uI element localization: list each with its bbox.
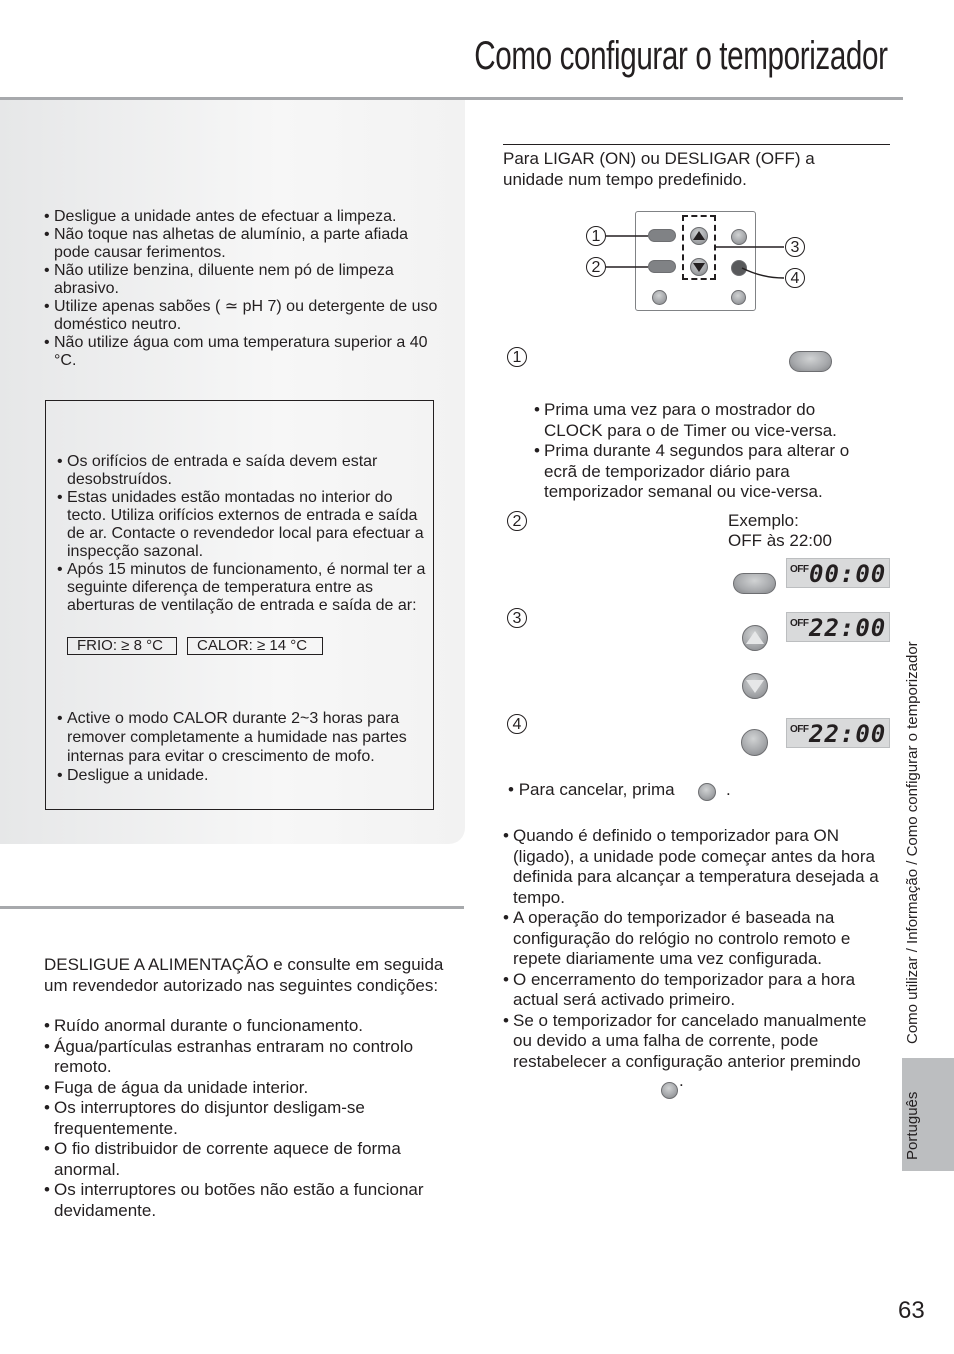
example-value: OFF às 22:00: [728, 531, 832, 550]
list-item: • Os interruptores do disjuntor desligam-se frequentemente.: [44, 1098, 459, 1139]
notes-end: .: [679, 1071, 684, 1090]
list-item: • Prima durante 4 segundos para alterar o ecrã de temporizador diário para temporizador semanal ou vice-versa.: [534, 441, 874, 503]
step-number: 3: [507, 608, 527, 628]
section-divider: [0, 906, 464, 909]
cancel-button-icon: [698, 783, 716, 801]
heat-temp-chip: CALOR: ≥ 14 °C: [187, 637, 323, 655]
restore-button-icon: [661, 1082, 678, 1099]
list-item: • Ruído anormal durante o funcionamento.: [44, 1016, 459, 1037]
cool-temp-chip: FRIO: ≥ 8 °C: [67, 637, 177, 655]
list-item: • Água/partículas estranhas entraram no controlo remoto.: [44, 1037, 459, 1078]
confirm-button-icon: [741, 729, 768, 756]
lcd-time: 00:00: [809, 560, 887, 588]
list-item: [503, 1011, 883, 1073]
list-item: • Quando é definido o temporizador para ON (ligado), a unidade pode começar antes da hora definida para alcançar a temperatura desejada a tempo.: [503, 826, 883, 908]
remote-diagram: [582, 205, 812, 315]
list-item: • Não toque nas alhetas de alumínio, a parte afiada pode causar ferimentos.: [44, 226, 444, 262]
drying-list: [57, 709, 427, 785]
lcd-display: [786, 558, 890, 588]
list-item: • Active o modo CALOR durante 2~3 horas para remover completamente a humidade nas partes internas para evitar o crescimento de mofo.: [57, 709, 427, 766]
note-text: Se o temporizador for cancelado manualmente ou devido a uma falha de corrente, pode restabelecer a configuração anterior premindo: [513, 1010, 867, 1071]
list-item: • Os interruptores ou botões não estão a funcionar devidamente.: [44, 1180, 459, 1221]
lcd-display: [786, 612, 890, 642]
lcd-off-label: OFF: [790, 618, 809, 629]
service-conditions-list: [44, 1016, 459, 1221]
list-item: • Não utilize água com uma temperatura superior a 40 °C.: [44, 334, 444, 370]
step-number: 2: [507, 511, 527, 531]
timer-intro: Para LIGAR (ON) ou DESLIGAR (OFF) a unidade num tempo predefinido.: [503, 149, 815, 189]
step1-list: [534, 400, 874, 503]
list-item: • Os orifícios de entrada e saída devem estar desobstruídos.: [57, 453, 427, 489]
set-button-icon: [733, 573, 776, 594]
callout-lines: [582, 205, 812, 315]
callout-number: 4: [785, 268, 805, 288]
timer-section-rule: [503, 144, 890, 145]
list-item: • A operação do temporizador é baseada na configuração do relógio no controlo remoto e repete diariamente uma vez configurada.: [503, 908, 883, 970]
service-intro: DESLIGUE A ALIMENTAÇÃO e consulte em seguida um revendedor autorizado nas seguintes condições:: [44, 955, 444, 995]
list-item: • Estas unidades estão montadas no interior do tecto. Utiliza orifícios externos de entrada e saída de ar. Contacte o revendedor local para efectuar a inspecção sazonal.: [57, 489, 427, 561]
list-item: • Fuga de água da unidade interior.: [44, 1078, 459, 1099]
cleaning-list: [44, 208, 444, 370]
bullet: •: [508, 780, 514, 799]
callout-number: 2: [586, 257, 606, 277]
list-item: • O fio distribuidor de corrente aquece de forma anormal.: [44, 1139, 459, 1180]
list-item: • Desligue a unidade.: [57, 766, 427, 785]
callout-number: 3: [785, 237, 805, 257]
page-title: Como configurar o temporizador: [474, 34, 888, 78]
example-label: Exemplo:: [728, 511, 799, 530]
list-item: • Prima uma vez para o mostrador do CLOCK para o de Timer ou vice-versa.: [534, 400, 874, 441]
cancel-instruction: [508, 780, 731, 800]
list-item: • Utilize apenas sabões ( ≃ pH 7) ou detergente de uso doméstico neutro.: [44, 298, 444, 334]
step-number: 1: [507, 347, 527, 367]
up-triangle: [746, 631, 764, 644]
cancel-text: Para cancelar, prima: [518, 780, 675, 799]
down-triangle: [746, 680, 764, 693]
lcd-time: 22:00: [809, 720, 887, 748]
lcd-off-label: OFF: [790, 724, 809, 735]
section-path-tab: Como utilizar / Informação / Como configurar o temporizador: [904, 641, 921, 1044]
list-item: • Não utilize benzina, diluente nem pó de limpeza abrasivo.: [44, 262, 444, 298]
timer-button-icon: [789, 351, 832, 372]
language-tab-label: Português: [904, 1091, 921, 1160]
inspection-list: [57, 453, 427, 615]
lcd-time: 22:00: [809, 614, 887, 642]
callout-number: 1: [586, 226, 606, 246]
list-item: • O encerramento do temporizador para a hora actual será activado primeiro.: [503, 970, 883, 1011]
list-item: • Após 15 minutos de funcionamento, é normal ter a seguinte diferença de temperatura entre as aberturas de ventilação de entrada e saída de ar:: [57, 561, 427, 615]
page-number: 63: [898, 1297, 925, 1324]
list-item: • Desligue a unidade antes de efectuar a limpeza.: [44, 208, 444, 226]
lcd-display: [786, 718, 890, 748]
lcd-off-label: OFF: [790, 564, 809, 575]
cancel-end: .: [726, 780, 731, 799]
timer-notes-list: [503, 826, 883, 1072]
step-number: 4: [507, 714, 527, 734]
